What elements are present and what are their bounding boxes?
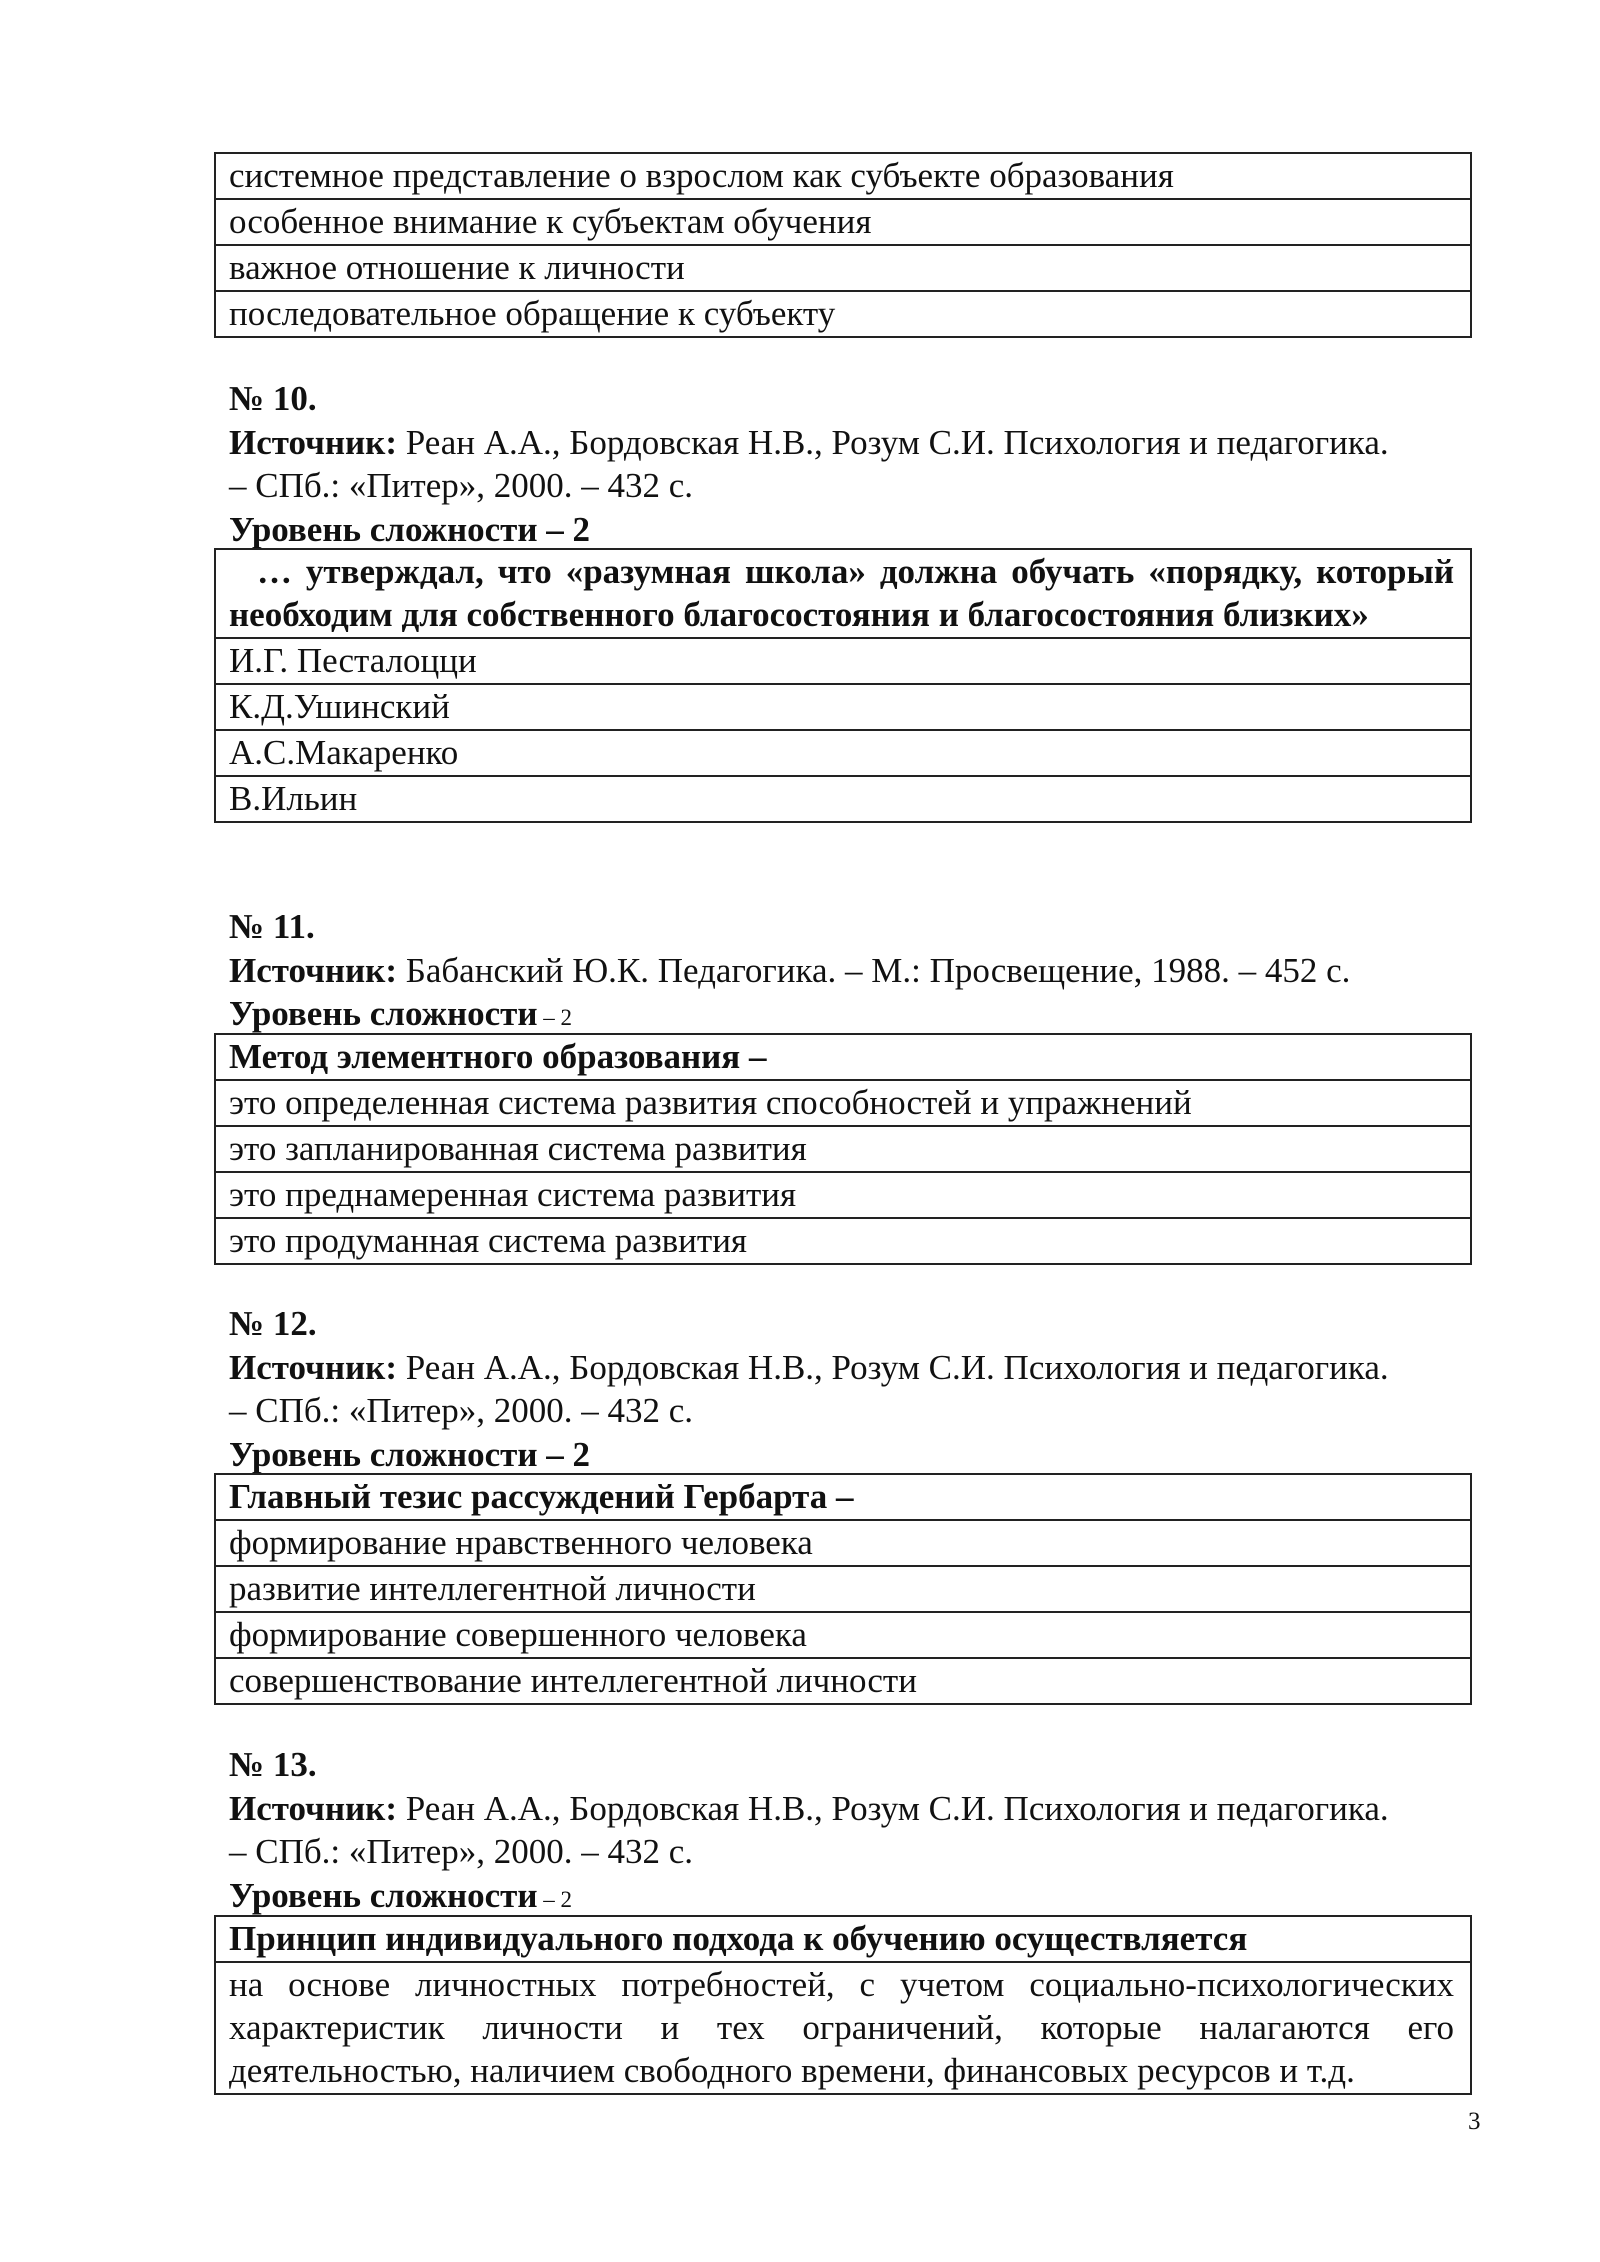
answer-option: А.С.Макаренко xyxy=(215,730,1471,776)
answer-option: системное представление о взрослом как субъекте образования xyxy=(215,153,1471,199)
source-text: Реан А.А., Бордовская Н.В., Розум С.И. Психология и педагогика. xyxy=(396,1788,1389,1828)
answer-option: формирование совершенного человека xyxy=(215,1612,1471,1658)
answer-option: особенное внимание к субъектам обучения xyxy=(215,199,1471,245)
question-prompt: Принцип индивидуального подхода к обучению осуществляется xyxy=(215,1916,1471,1962)
question-number: № 12. xyxy=(229,1304,317,1343)
difficulty-level xyxy=(229,508,1489,552)
table-row xyxy=(215,1612,1471,1658)
answer-option: это определенная система развития способностей и упражнений xyxy=(215,1080,1471,1126)
answer-table-10 xyxy=(214,548,1472,823)
answer-option: В.Ильин xyxy=(215,776,1471,822)
table-row xyxy=(215,1218,1471,1264)
table-row xyxy=(215,1916,1471,1962)
source-text-continued: – СПб.: «Питер», 2000. – 432 с. xyxy=(229,1391,694,1430)
answer-option: это продуманная система развития xyxy=(215,1218,1471,1264)
answer-table-12 xyxy=(214,1473,1472,1705)
table-row xyxy=(215,153,1471,199)
difficulty-level xyxy=(229,1874,1489,1922)
question-12-header xyxy=(229,1302,1489,1476)
answer-option: совершенствование интеллегентной личности xyxy=(215,1658,1471,1704)
answer-table-11 xyxy=(214,1033,1472,1265)
source-text-continued: – СПб.: «Питер», 2000. – 432 с. xyxy=(229,466,694,505)
table-row xyxy=(215,549,1471,638)
source-line xyxy=(229,949,1489,993)
difficulty-value: – 2 xyxy=(537,1005,573,1030)
table-row xyxy=(215,1962,1471,2094)
table-row xyxy=(215,1034,1471,1080)
table-row xyxy=(215,638,1471,684)
source-label: Источник: xyxy=(229,1347,397,1387)
answer-option: важное отношение к личности xyxy=(215,245,1471,291)
table-row xyxy=(215,1126,1471,1172)
source-text-continued: – СПб.: «Питер», 2000. – 432 с. xyxy=(229,1832,694,1871)
table-row xyxy=(215,1080,1471,1126)
source-line xyxy=(229,421,1489,465)
source-line xyxy=(229,1787,1489,1831)
question-13-header xyxy=(229,1743,1489,1921)
table-row xyxy=(215,245,1471,291)
difficulty-level xyxy=(229,1433,1489,1477)
table-row xyxy=(215,291,1471,337)
answer-option: это запланированная система развития xyxy=(215,1126,1471,1172)
source-text: Реан А.А., Бордовская Н.В., Розум С.И. Психология и педагогика. xyxy=(396,422,1389,462)
question-10-header xyxy=(229,377,1489,551)
difficulty-label: Уровень сложности xyxy=(229,509,538,549)
table-row xyxy=(215,1658,1471,1704)
table-row xyxy=(215,684,1471,730)
question-prompt: Главный тезис рассуждений Гербарта – xyxy=(215,1474,1471,1520)
table-row xyxy=(215,730,1471,776)
source-label: Источник: xyxy=(229,1788,397,1828)
table-row xyxy=(215,199,1471,245)
table-row xyxy=(215,776,1471,822)
difficulty-value: – 2 xyxy=(537,1886,573,1912)
table-row xyxy=(215,1474,1471,1520)
question-11-header xyxy=(229,905,1489,1040)
answer-option: последовательное обращение к субъекту xyxy=(215,291,1471,337)
table-row xyxy=(215,1520,1471,1566)
table-row xyxy=(215,1172,1471,1218)
page-number: 3 xyxy=(1468,2108,1481,2135)
answer-table-13 xyxy=(214,1915,1472,2095)
difficulty-value: – 2 xyxy=(537,1434,591,1474)
question-number: № 11. xyxy=(229,907,315,946)
source-line xyxy=(229,1346,1489,1390)
answer-option: формирование нравственного человека xyxy=(215,1520,1471,1566)
answer-option: К.Д.Ушинский xyxy=(215,684,1471,730)
difficulty-label: Уровень сложности xyxy=(229,994,538,1033)
source-label: Источник: xyxy=(229,422,397,462)
question-number: № 13. xyxy=(229,1745,317,1784)
answer-option: это преднамеренная система развития xyxy=(215,1172,1471,1218)
answer-option: И.Г. Песталоцци xyxy=(215,638,1471,684)
question-prompt: … утверждал, что «разумная школа» должна обучать «порядку, который необходим для собственного благосостояния и благосостояния близких» xyxy=(215,549,1471,638)
source-text: Бабанский Ю.К. Педагогика. – М.: Просвещение, 1988. – 452 с. xyxy=(396,950,1351,990)
answer-table-top xyxy=(214,152,1472,338)
source-text: Реан А.А., Бордовская Н.В., Розум С.И. Психология и педагогика. xyxy=(396,1347,1389,1387)
question-number: № 10. xyxy=(229,379,317,418)
table-row xyxy=(215,1566,1471,1612)
difficulty-label: Уровень сложности xyxy=(229,1434,538,1474)
answer-option: на основе личностных потребностей, с учетом социально-психологических характеристик личности и тех ограничений, которые налагаются его деятельностью, наличием свободного времени, финансовых ресурсов и т.д. xyxy=(215,1962,1471,2094)
question-prompt: Метод элементного образования – xyxy=(215,1034,1471,1080)
source-label: Источник: xyxy=(229,950,397,990)
difficulty-value: – 2 xyxy=(537,509,591,549)
answer-option: развитие интеллегентной личности xyxy=(215,1566,1471,1612)
difficulty-label: Уровень сложности xyxy=(229,1875,538,1915)
